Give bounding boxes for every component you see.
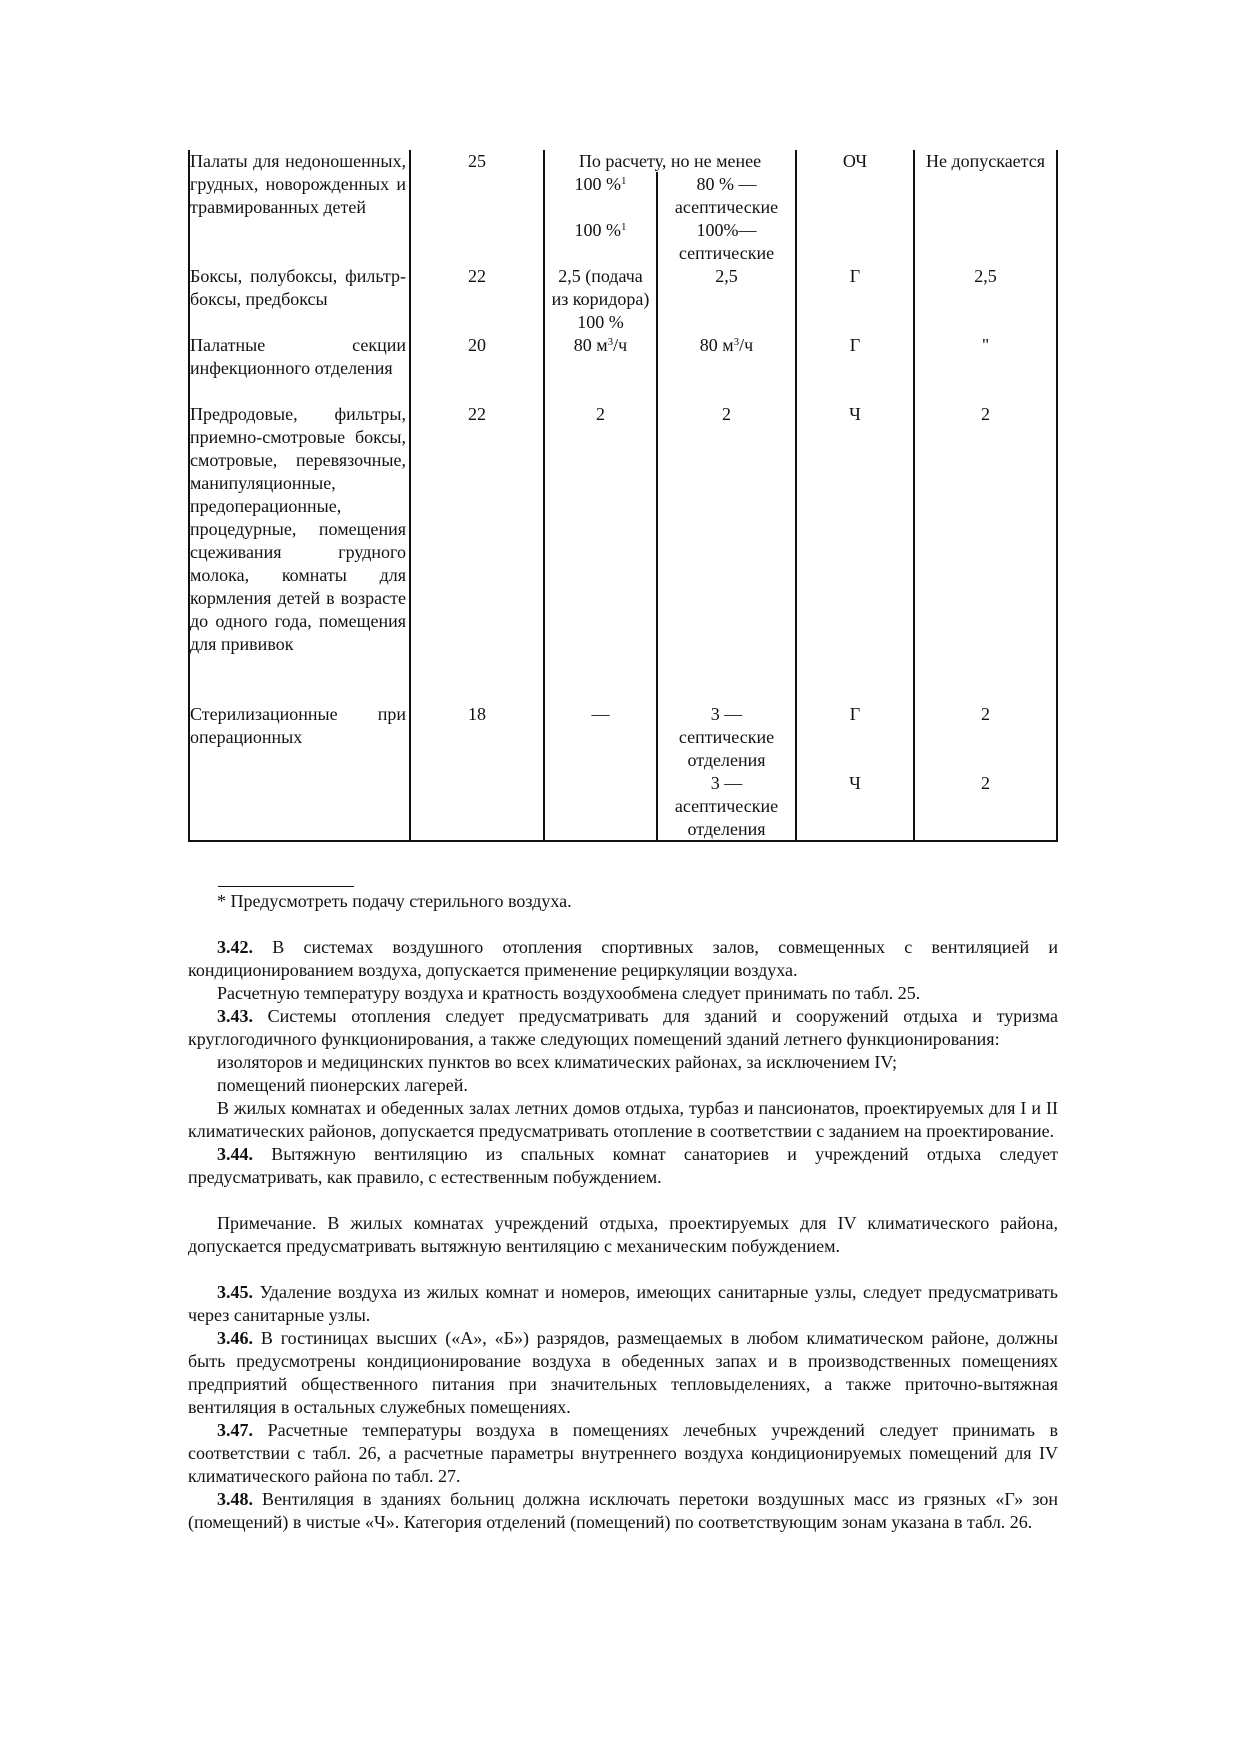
supply-cell: 80 $м^3/ч$ [573,335,628,355]
recirculation-cell: Не допускается [925,151,1046,171]
temperature-cell: 25 [468,151,486,171]
room-name-cell: Боксы, полубоксы, фильтр-боксы, предбоксы [190,266,406,309]
ventilation-table [188,150,1058,842]
paragraph-3-47: 3.47. Расчетные температуры воздуха в помещениях лечебных учреждений следует принимать в соответствии с табл. 26, а расчетные параметры внутреннего воздуха кондиционируемых помещений для IV климатического района по табл. 27. [188,1420,1058,1486]
room-name-cell: Предродовые, фильтры, приемно-смотровые боксы, смотровые, перевязочные, манипуляционные, предоперационные, процедурные, помещения сцеживания грудного молока, комнаты для кормления детей в возрасте до одного года, помещения для прививок [190,404,406,654]
paragraph: В жилых комнатах и обеденных залах летних домов отдыха, турбаз и пансионатов, проектируемых для I и II климатических районов, допускается предусматривать отопление в соответствии с заданием на проектирование. [188,1098,1058,1141]
paragraph-3-44: 3.44. Вытяжную вентиляцию из спальных комнат санаториев и учреждений отдыха следует предусматривать, как правило, с естественным побуждением. [188,1144,1058,1187]
recirculation-cell: " [981,335,990,355]
supply-cell: 100 %$^1$ 100 %$^1$ [574,174,627,240]
exhaust-cell: 80 % — асептические 100%— септические [674,174,779,263]
zone-cell: Г [849,335,861,355]
recirculation-cell: 2,5 [974,266,997,286]
zone-cell: Г [849,704,861,724]
recirculation-cell: 2 [981,704,990,724]
zone-cell: Ч [849,773,861,793]
temperature-cell: 22 [468,266,486,286]
table-column-divider [543,150,545,840]
room-name-cell: Стерилизационные при операционных [190,704,406,747]
room-name-cell: Палатные секции инфекционного отделения [190,335,406,378]
temperature-cell: 18 [468,704,486,724]
room-name-cell: Палаты для недоношенных, грудных, новорожденных и травмированных детей [190,151,406,217]
table-column-divider [913,150,915,840]
footnote: * Предусмотреть подачу стерильного воздуха. [217,891,572,911]
body-text-block [188,936,1058,1534]
exhaust-cell: 2 [722,404,731,424]
paragraph-3-45: 3.45. Удаление воздуха из жилых комнат и номеров, имеющих санитарные узлы, следует предусматривать через санитарные узлы. [188,1282,1058,1325]
table-column-divider [409,150,411,840]
exhaust-cell: 80 $м^3/ч$ [699,335,754,355]
recirculation-cell: 2 [981,404,990,424]
exhaust-cell: 3 — асептические отделения [674,773,779,839]
list-item: изоляторов и медицинских пунктов во всех климатических районах, за исключением IV; [217,1052,898,1072]
list-item: помещений пионерских лагерей. [217,1075,468,1095]
footnote-separator [218,886,354,887]
recirculation-cell: 2 [981,773,990,793]
temperature-cell: 22 [468,404,486,424]
paragraph: Расчетную температуру воздуха и кратность воздухообмена следует принимать по табл. 25. [217,983,921,1003]
zone-cell: Ч [849,404,861,424]
paragraph-3-46: 3.46. В гостиницах высших («А», «Б») разрядов, размещаемых в любом климатическом районе, должны быть предусмотрены кондиционирование воздуха в обеденных запах и в производственных помещениях предприятий общественного питания при значительных тепловыделениях, а также приточно-вытяжная вентиляция в остальных служебных помещениях. [188,1328,1058,1417]
temperature-cell: 20 [468,335,486,355]
exhaust-cell: 2,5 [715,266,738,286]
supply-header-span: По расчету, но не менее [578,151,762,171]
table-border-right [1056,150,1058,840]
zone-cell: ОЧ [842,151,868,171]
zone-cell: Г [849,266,861,286]
paragraph-3-42: 3.42. В системах воздушного отопления спортивных залов, совмещенных с вентиляцией и кондиционированием воздуха, допускается применение рециркуляции воздуха. [188,937,1058,980]
supply-cell: — [591,704,610,724]
note-paragraph: Примечание. В жилых комнатах учреждений отдыха, проектируемых для IV климатического района, допускается предусматривать вытяжную вентиляцию с механическим побуждением. [188,1213,1058,1256]
supply-cell: 2,5 (подача из коридора) 100 % [551,266,650,332]
paragraph-3-48: 3.48. Вентиляция в зданиях больниц должна исключать перетоки воздушных масс из грязных «Г» зон (помещений) в чистые «Ч». Категория отделений (помещений) по соответствующим зонам указана в табл. 26. [188,1489,1058,1532]
exhaust-cell: 3 — септические отделения [678,704,775,770]
paragraph-3-43: 3.43. Системы отопления следует предусматривать для зданий и сооружений отдыха и туризма круглогодичного функционирования, а также следующих помещений зданий летнего функционирования: [188,1006,1058,1049]
supply-cell: 2 [596,404,605,424]
